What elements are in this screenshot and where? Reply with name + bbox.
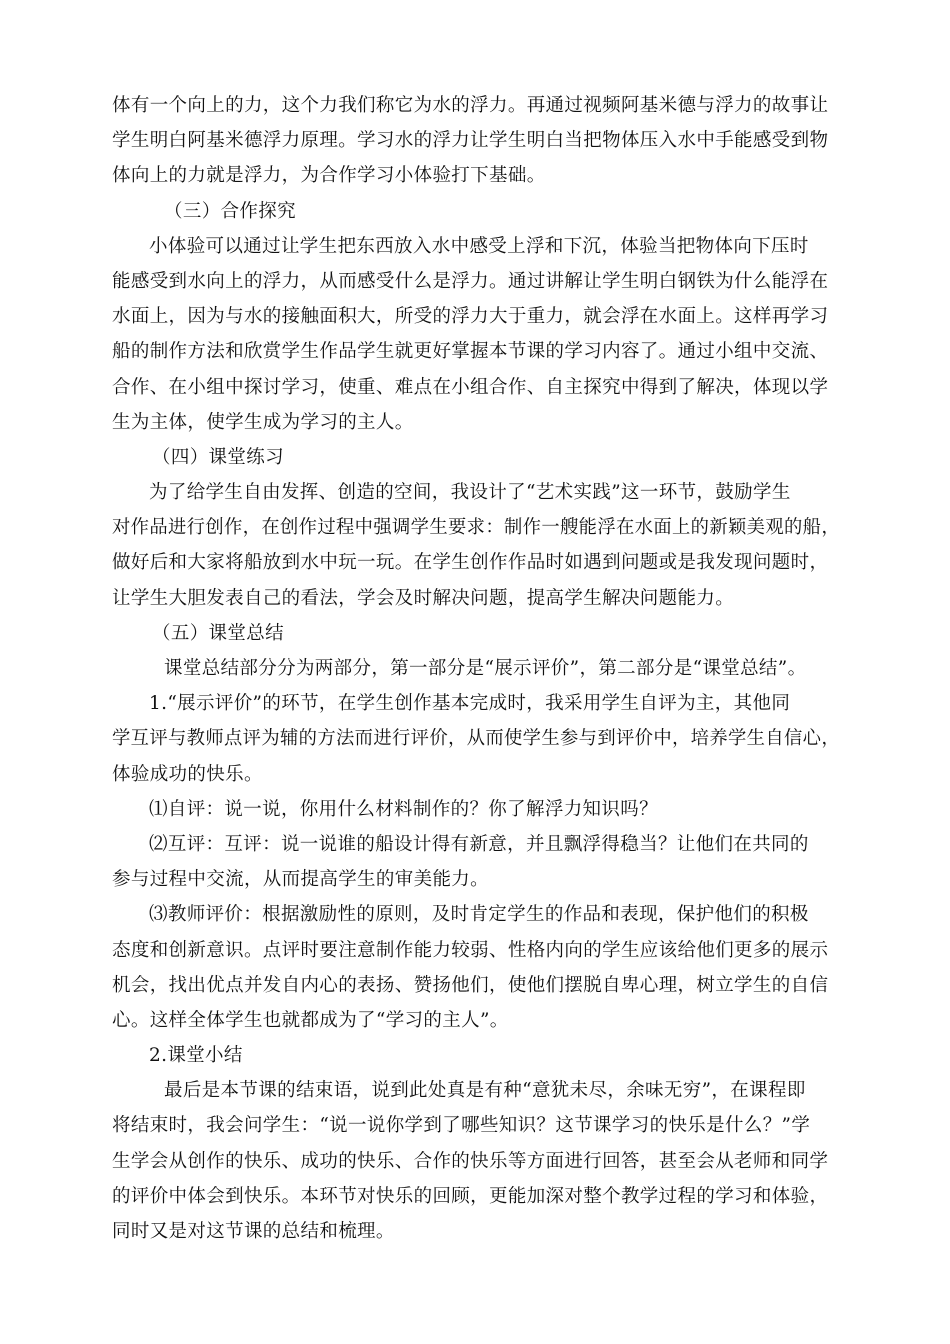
- text-line: 机会，找出优点并发自内心的表扬、赞扬他们，使他们摆脱自卑心理，树立学生的自信: [112, 974, 829, 996]
- text-line: 体向上的力就是浮力，为合作学习小体验打下基础。: [112, 165, 546, 187]
- text-line: 最后是本节课的结束语，说到此处真是有种“意犹未尽，余味无穷”，在课程即: [164, 1080, 806, 1102]
- document-page: [112, 88, 840, 1249]
- text-line: ⑵互评：互评：说一说谁的船设计得有新意，并且飘浮得稳当？让他们在共同的: [149, 833, 809, 855]
- section-heading: （五）课堂总结: [152, 622, 284, 644]
- section-heading: （三）合作探究: [164, 200, 296, 222]
- text-line: 同时又是对这节课的总结和梳理。: [112, 1221, 395, 1242]
- text-line: 能感受到水向上的浮力，从而感受什么是浮力。通过讲解让学生明白钢铁为什么能浮在: [112, 270, 829, 292]
- text-line: 做好后和大家将船放到水中玩一玩。在学生创作作品时如遇到问题或是我发现问题时，: [112, 552, 829, 574]
- text-line: 让学生大胆发表自己的看法，学会及时解决问题，提高学生解决问题能力。: [112, 587, 735, 609]
- section-heading: （四）课堂练习: [152, 446, 284, 468]
- text-line: 体验成功的快乐。: [112, 763, 263, 785]
- text-line: ⑴自评：说一说，你用什么材料制作的？你了解浮力知识吗？: [149, 798, 658, 820]
- text-line: 小体验可以通过让学生把东西放入水中感受上浮和下沉，体验当把物体向下压时: [149, 235, 809, 257]
- text-line: 水面上，因为与水的接触面积大，所受的浮力大于重力，就会浮在水面上。这样再学习: [112, 306, 829, 328]
- text-line: 学互评与教师点评为辅的方法而进行评价，从而使学生参与到评价中，培养学生自信心，: [112, 728, 840, 750]
- text-line: 态度和创新意识。点评时要注意制作能力较弱、性格内向的学生应该给他们更多的展示: [112, 939, 829, 961]
- text-line: 课堂总结部分分为两部分，第一部分是“展示评价”，第二部分是“课堂总结”。: [164, 658, 807, 679]
- text-line: 参与过程中交流，从而提高学生的审美能力。: [112, 869, 490, 891]
- text-line: ⑶教师评价：根据激励性的原则，及时肯定学生的作品和表现，保护他们的积极: [149, 904, 809, 926]
- text-line: 1.“展示评价”的环节，在学生创作基本完成时，我采用学生自评为主，其他同: [149, 693, 791, 715]
- text-line: 船的制作方法和欣赏学生作品学生就更好掌握本节课的学习内容了。通过小组中交流、: [112, 341, 829, 363]
- text-line: 心。这样全体学生也就都成为了“学习的主人”。: [112, 1009, 509, 1031]
- text-line: 将结束时，我会问学生：“说一说你学到了哪些知识？这节课学习的快乐是什么？”学: [112, 1115, 811, 1137]
- text-line: 体有一个向上的力，这个力我们称它为水的浮力。再通过视频阿基米德与浮力的故事让: [112, 95, 829, 116]
- text-line: 生学会从创作的快乐、成功的快乐、合作的快乐等方面进行回答，甚至会从老师和同学: [112, 1150, 829, 1172]
- text-line: 学生明白阿基米德浮力原理。学习水的浮力让学生明白当把物体压入水中手能感受到物: [112, 130, 829, 152]
- text-line: 2.课堂小结: [149, 1045, 243, 1067]
- text-line: 对作品进行创作，在创作过程中强调学生要求：制作一艘能浮在水面上的新颖美观的船，: [112, 517, 840, 539]
- text-line: 的评价中体会到快乐。本环节对快乐的回顾，更能加深对整个教学过程的学习和体验，: [112, 1185, 829, 1207]
- text-line: 合作、在小组中探讨学习，使重、难点在小组合作、自主探究中得到了解决，体现以学: [112, 376, 829, 398]
- text-line: 为了给学生自由发挥、创造的空间，我设计了“艺术实践”这一环节，鼓励学生: [149, 482, 791, 504]
- text-line: 生为主体，使学生成为学习的主人。: [112, 411, 414, 433]
